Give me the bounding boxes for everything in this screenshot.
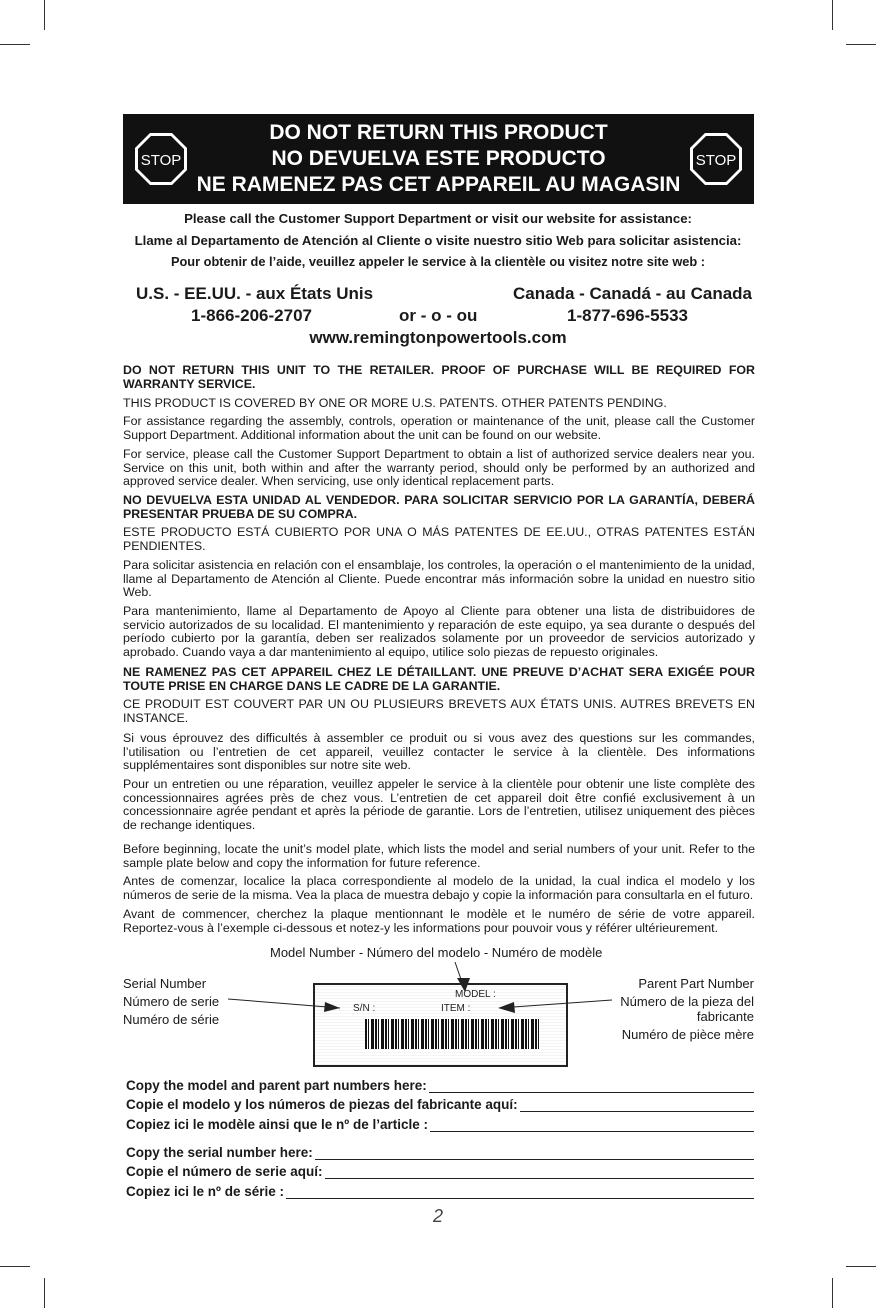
- service-text-es: Para mantenimiento, llame al Departamento de Apoyo al Cliente para obtener una lista de distribuidores de servicio autorizados de su localidad. El mantenimiento y reparación de este equipo, ya sea durante o después del período cubierto por la garantía, deben ser realizados solamente por un proveedor de servicios autorizado y aprobado. Cuando vaya a dar mantenimiento al equipo, utilice solo piezas de repuesto originales.: [123, 604, 755, 659]
- model-plate-text-en: Before beginning, locate the unit’s model plate, which lists the model and serial numbers of your unit. Refer to the sample plate below and copy the information for future reference.: [123, 842, 755, 870]
- copy-model-en-label: Copy the model and parent part numbers here:: [126, 1078, 427, 1093]
- banner-line-fr: NE RAMENEZ PAS CET APPAREIL AU MAGASIN: [196, 173, 681, 196]
- or-label: or - o - ou: [399, 306, 478, 325]
- write-line[interactable]: [325, 1166, 754, 1179]
- canada-phone: 1-877-696-5533: [567, 306, 688, 325]
- write-line[interactable]: [429, 1080, 754, 1093]
- assist-text-fr: Si vous éprouvez des difficultés à assembler ce produit ou si vous avez des questions sur les commandes, l’utilisation ou l’entretien de cet appareil, veuillez contacter le service à la clientèle. Des informations supplémentaires sont disponibles sur notre site web.: [123, 731, 755, 773]
- model-number-label: Model Number - Número del modelo - Numéro de modèle: [270, 945, 603, 960]
- service-text-en: For service, please call the Customer Support Department to obtain a list of authorized service dealers near you. Service on this unit, both within and after the warranty period, should only be performed by an authorized and approved service dealer. When servicing, use only identical replacement parts.: [123, 447, 755, 489]
- parent-label-es: Número de la pieza del: [620, 994, 754, 1009]
- copy-serial-fr[interactable]: [126, 1184, 754, 1199]
- warranty-heading-es: NO DEVUELVA ESTA UNIDAD AL VENDEDOR. PARA SOLICITAR SERVICIO POR LA GARANTÍA, DEBERÁ PRESENTAR PRUEBA DE SU COMPRA.: [123, 493, 755, 521]
- write-line[interactable]: [430, 1119, 754, 1132]
- copy-model-en[interactable]: [126, 1078, 754, 1093]
- support-line-en: Please call the Customer Support Department or visit our website for assistance:: [184, 211, 692, 226]
- copy-model-fr-label: Copiez ici le modèle ainsi que le nº de l’article :: [126, 1117, 429, 1132]
- warranty-heading-en: DO NOT RETURN THIS UNIT TO THE RETAILER. PROOF OF PURCHASE WILL BE REQUIRED FOR WARRANTY SERVICE.: [123, 363, 755, 391]
- model-plate-text-fr: Avant de commencer, cherchez la plaque mentionnant le modèle et le numéro de série de votre appareil. Reportez-vous à l’exemple ci-dessous et notez-y les informations pour pouvoir vous y référer ultérieurement.: [123, 907, 755, 935]
- copy-model-fr[interactable]: [126, 1117, 754, 1132]
- parent-label-es-2: fabricante: [696, 1009, 754, 1024]
- serial-label-en: Serial Number: [123, 976, 207, 991]
- write-line[interactable]: [286, 1186, 754, 1199]
- assist-text-en: For assistance regarding the assembly, controls, operation or maintenance of the unit, please call the Customer Support Department. Additional information about the unit can be found on our website.: [123, 414, 755, 442]
- model-arrowhead: [457, 978, 470, 992]
- svg-text:STOP: STOP: [140, 152, 182, 169]
- serial-label-es: Número de serie: [123, 994, 220, 1009]
- copy-model-es[interactable]: [126, 1097, 754, 1112]
- service-text-fr: Pour un entretien ou une réparation, veuillez appeler le service à la clientèle pour obtenir une liste complète des concessionnaires agrées près de chez vous. L’entretien de cet appareil doit être confié exclusivement à un concessionnaire agrée pendant et après la période de garantie. Lors de l’entretien, utilisez uniquement des pièces de rechange identiques.: [123, 777, 755, 832]
- support-line-fr: Pour obtenir de l’aide, veuillez appeler le service à la clientèle ou visitez notre site web :: [170, 254, 706, 269]
- canada-label: Canada - Canadá - au Canada: [513, 284, 753, 303]
- patent-text-es: ESTE PRODUCTO ESTÁ CUBIERTO POR UNA O MÁS PATENTES DE EE.UU., OTRAS PATENTES ESTÁN PENDIENTES.: [123, 525, 755, 553]
- model-plate-text-es: Antes de comenzar, localice la placa correspondiente al modelo de la unidad, la cual indica el modelo y los números de serie de la misma. Vea la placa de muestra debajo y copie la información para consultarla en el futuro.: [123, 874, 755, 902]
- patent-text-en: THIS PRODUCT IS COVERED BY ONE OR MORE U.S. PATENTS. OTHER PATENTS PENDING.: [123, 396, 667, 410]
- write-line[interactable]: [315, 1147, 754, 1160]
- page-number: 2: [432, 1206, 443, 1226]
- copy-serial-es[interactable]: [126, 1164, 754, 1179]
- us-label: U.S. - EE.UU. - aux États Unis: [136, 284, 374, 303]
- warranty-heading-fr: NE RAMENEZ PAS CET APPAREIL CHEZ LE DÉTAILLANT. UNE PREUVE D’ACHAT SERA EXIGÉE POUR TOUTE PRISE EN CHARGE DANS LE CADRE DE LA GARANTIE.: [123, 665, 755, 693]
- plate-item-field: ITEM :: [441, 1003, 471, 1014]
- parent-arrowhead: [498, 1002, 515, 1013]
- patent-text-fr: CE PRODUIT EST COUVERT PAR UN OU PLUSIEURS BREVETS AUX ÉTATS UNIS. AUTRES BREVETS EN INSTANCE.: [123, 697, 755, 725]
- us-phone: 1-866-206-2707: [191, 306, 312, 325]
- parent-label-fr: Numéro de pièce mère: [621, 1027, 754, 1042]
- support-line-es: Llame al Departamento de Atención al Cliente o visite nuestro sitio Web para solicitar asistencia:: [134, 233, 742, 248]
- copy-model-es-label: Copie el modelo y los números de piezas del fabricante aquí:: [126, 1097, 518, 1112]
- website-link[interactable]: www.remingtonpowertools.com: [309, 328, 567, 347]
- assist-text-es: Para solicitar asistencia en relación con el ensamblaje, los controles, la operación o el mantenimiento de la unidad, llame al Departamento de Atención al Cliente. Puede encontrar más información sobre la unidad en nuestro sitio Web.: [123, 558, 755, 600]
- copy-serial-fr-label: Copiez ici le nº de série :: [126, 1184, 284, 1199]
- svg-text:STOP: STOP: [695, 152, 737, 169]
- parent-arrow: [500, 1000, 612, 1008]
- banner-line-es: NO DEVUELVA ESTE PRODUCTO: [271, 147, 606, 170]
- serial-arrow: [228, 999, 340, 1008]
- banner-line-en: DO NOT RETURN THIS PRODUCT: [269, 121, 608, 144]
- serial-label-fr: Numéro de série: [123, 1012, 220, 1027]
- copy-serial-es-label: Copie el número de serie aquí:: [126, 1164, 323, 1179]
- parent-label-en: Parent Part Number: [638, 976, 754, 991]
- copy-serial-en[interactable]: [126, 1145, 754, 1160]
- copy-serial-en-label: Copy the serial number here:: [126, 1145, 313, 1160]
- serial-arrowhead: [324, 1002, 340, 1012]
- write-line[interactable]: [520, 1099, 754, 1112]
- plate-sn-field: S/N :: [353, 1003, 376, 1014]
- plate-model-field: MODEL :: [455, 989, 496, 1000]
